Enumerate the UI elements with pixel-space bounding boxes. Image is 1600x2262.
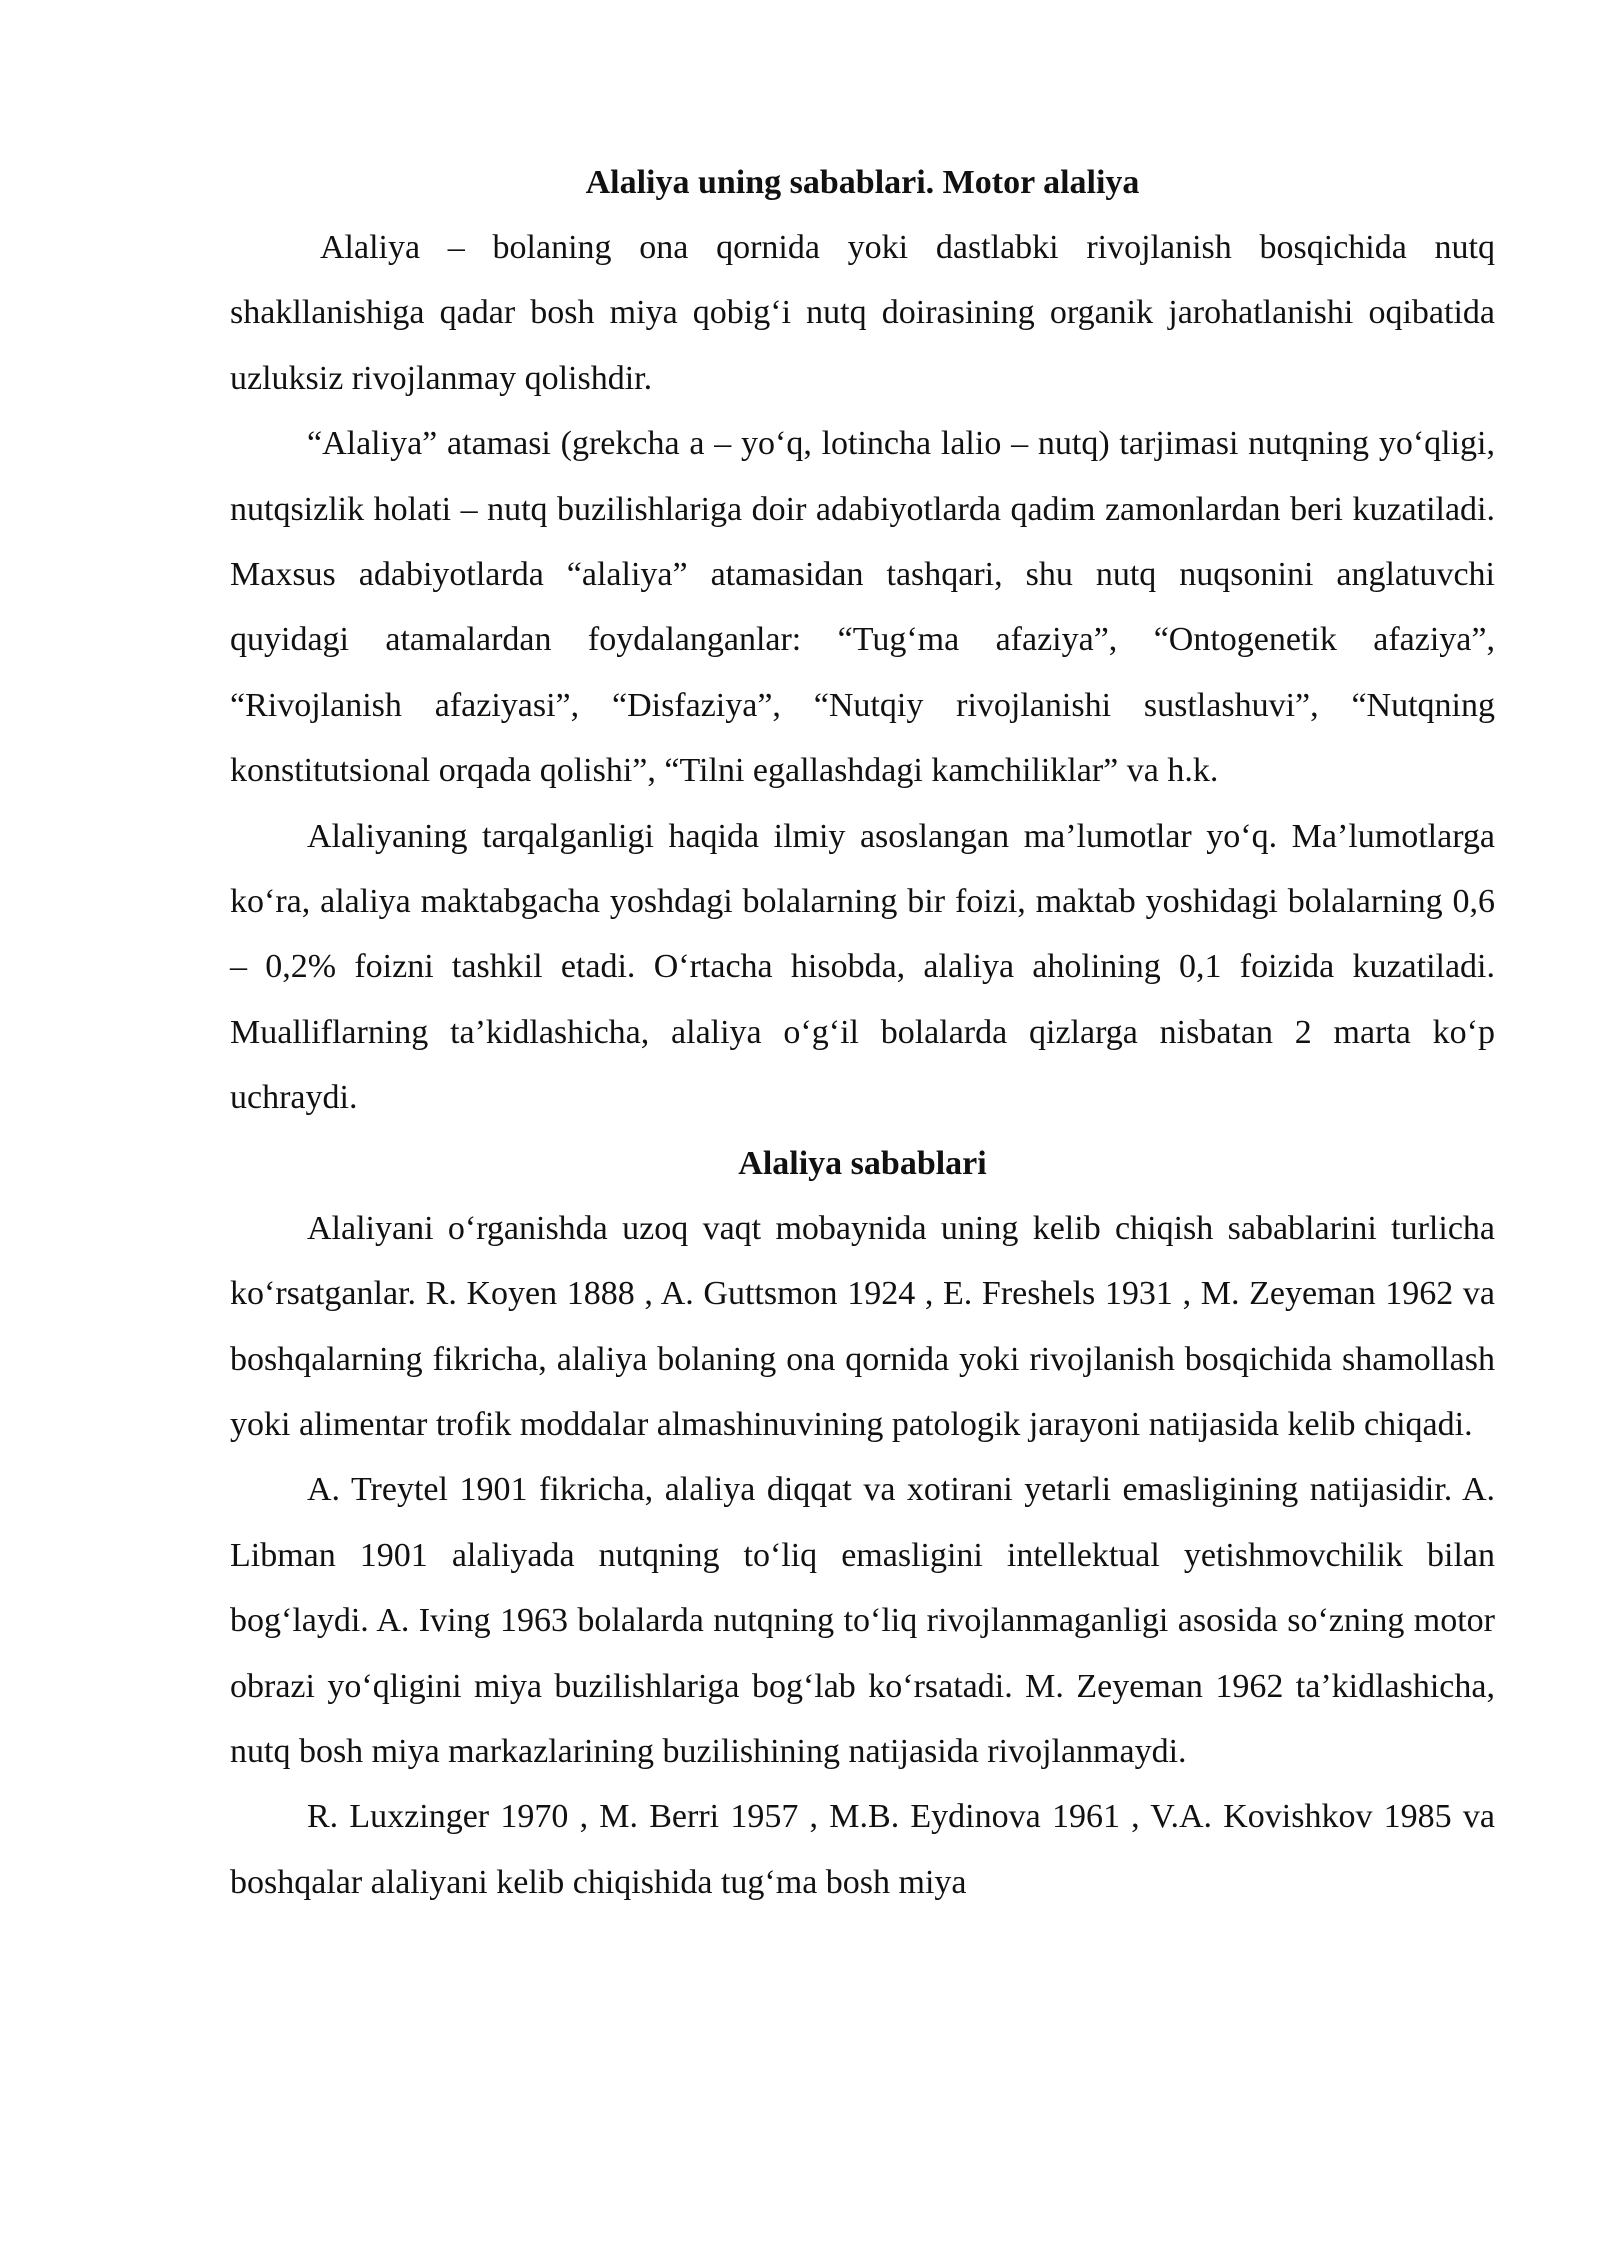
section-heading: Alaliya sabablari	[738, 1144, 987, 1182]
document-title: Alaliya uning sabablari. Motor alaliya	[585, 164, 1140, 201]
paragraph-terminology: “Alaliya” atamasi (grekcha a – yo‘q, lotincha lalio – nutq) tarjimasi nutqning yo‘qligi, nutqsizlik holati – nutq buzilishlariga doir adabiyotlarda qadim zamonlardan beri kuzatiladi. Maxsus adabiyotlarda “alaliya” atamasidan tashqari, shu nutq nuqsonini anglatuvchi quyidagi atamalardan foydalanganlar: “Tug‘ma afaziya”, “Ontogenetik afaziya”, “Rivojlanish afaziyasi”, “Disfaziya”, “Nutqiy rivojlanishi sustlashuvi”, “Nutqning konstitutsional orqada qolishi”, “Tilni egallashdagi kamchiliklar” va h.k.	[230, 425, 1495, 790]
paragraph-causes: Alaliyani o‘rganishda uzoq vaqt mobaynida uning kelib chiqish sabablarini turlicha ko‘rsatganlar. R. Koyen 1888 , A. Guttsmon 1924 , E. Freshels 1931 , M. Zeyeman 1962 va boshqalarning fikricha, alaliya bolaning ona qornida yoki rivojlanish bosqichida shamollash yoki alimentar trofik moddalar almashinuvining patologik jarayoni natijasida kelib chiqadi.	[230, 1209, 1495, 1443]
paragraph-opinions: A. Treytel 1901 fikricha, alaliya diqqat va xotirani yetarli emasligining natijasidir. A. Libman 1901 alaliyada nutqning to‘liq emasligini intellektual yetishmovchilik bilan bog‘laydi. A. Iving 1963 bolalarda nutqning to‘liq rivojlanmaganligi asosida so‘zning motor obrazi yo‘qligini miya buzilishlariga bog‘lab ko‘rsatadi. M. Zeyeman 1962 ta’kidlashicha, nutq bosh miya markazlarining buzilishining natijasida rivojlanmaydi.	[230, 1471, 1495, 1770]
paragraph-definition: Alaliya – bolaning ona qornida yoki dastlabki rivojlanish bosqichida nutq shakllanishiga qadar bosh miya qobig‘i nutq doirasining organik jarohatlanishi oqibatida uzluksiz rivojlanmay qolishdir.	[230, 229, 1495, 397]
paragraph-authors: R. Luxzinger 1970 , M. Berri 1957 , M.B. Eydinova 1961 , V.A. Kovishkov 1985 va boshqalar alaliyani kelib chiqishida tug‘ma bosh miya	[230, 1798, 1495, 1901]
paragraph-prevalence: Alaliyaning tarqalganligi haqida ilmiy asoslangan ma’lumotlar yo‘q. Ma’lumotlarga ko‘ra, alaliya maktabgacha yoshdagi bolalarning bir foizi, maktab yoshidagi bolalarning 0,6 – 0,2% foizni tashkil etadi. O‘rtacha hisobda, alaliya aholining 0,1 foizida kuzatiladi. Mualliflarning ta’kidlashicha, alaliya o‘g‘il bolalarda qizlarga nisbatan 2 marta ko‘p uchraydi.	[230, 817, 1495, 1117]
document-page	[230, 150, 1495, 1915]
